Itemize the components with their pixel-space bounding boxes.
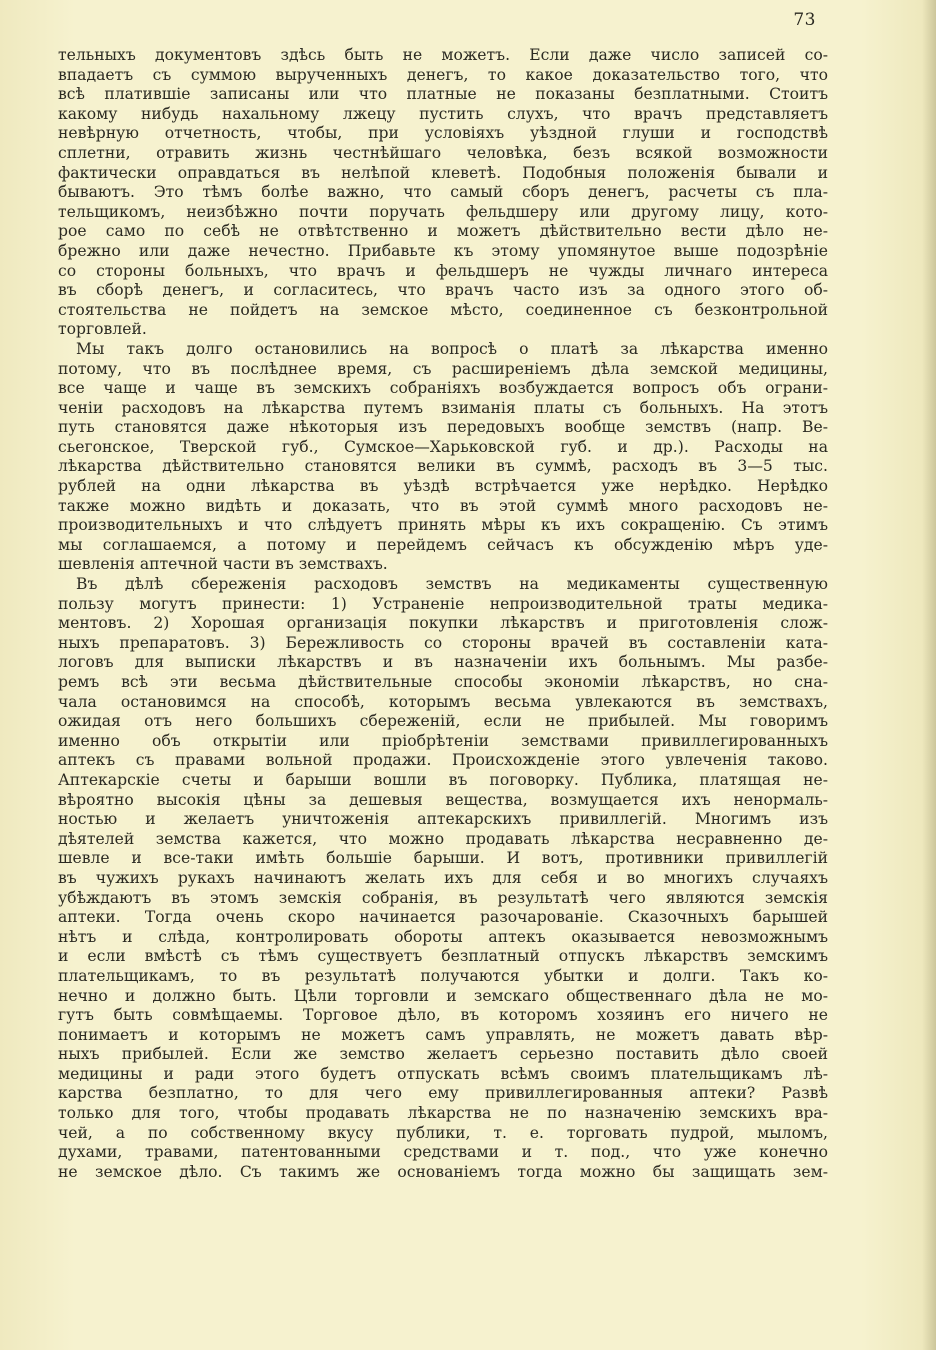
text-line: рублей на одни лѣкарства въ уѣздѣ встрѣчается уже нерѣдко. Нерѣдко	[58, 477, 828, 496]
text-line: вѣроятно высокія цѣны за дешевыя вещества, возмущается ихъ ненормаль-	[58, 790, 828, 809]
text-line: Въ дѣлѣ сбереженія расходовъ земствъ на медикаменты существенную	[76, 575, 828, 594]
text-line: всѣ платившіе записаны или что платные не показаны безплатными. Стоитъ	[58, 85, 828, 104]
text-line: и если вмѣстѣ съ тѣмъ существуетъ безплатный отпускъ лѣкарствъ земскимъ	[58, 947, 828, 966]
text-line: логовъ для выписки лѣкарствъ и въ назначеніи ихъ больнымъ. Мы разбе-	[58, 653, 828, 672]
text-line: только для того, чтобы продавать лѣкарства не по назначенію земскихъ вра-	[58, 1104, 828, 1123]
text-line: потому, что въ послѣднее время, съ расширеніемъ дѣла земской медицины,	[58, 359, 828, 378]
text-line: нечно и должно быть. Цѣли торговли и земскаго общественнаго дѣла не мо-	[58, 986, 828, 1005]
text-line: невѣрную отчетность, чтобы, при условіяхъ уѣздной глуши и господствѣ	[58, 124, 828, 143]
page-number: 73	[793, 10, 816, 30]
text-line: именно объ открытіи или пріобрѣтеніи земствами привиллегированныхъ	[58, 731, 828, 750]
text-line: медицины и ради этого будетъ отпускать всѣмъ своимъ плательщикамъ лѣ-	[58, 1064, 828, 1083]
text-line: дѣятелей земства кажется, что можно продавать лѣкарства несравненно де-	[58, 829, 828, 848]
text-line: фактически оправдаться въ нелѣпой клеветѣ. Подобныя положенія бывали и	[58, 163, 828, 182]
text-line: ремъ всѣ эти весьма дѣйствительные способы экономіи лѣкарствъ, но сна-	[58, 673, 828, 691]
text-line: рое само по себѣ не отвѣтственно и можетъ дѣйствительно вести дѣло не-	[58, 222, 828, 241]
text-line: въ сборѣ денегъ, и согласитесь, что врачъ часто изъ за одного этого об-	[58, 281, 828, 300]
text-line: аптекъ съ правами вольной продажи. Происхожденіе этого увлеченія таково.	[58, 751, 828, 770]
text-line: аптеки. Тогда очень скоро начинается разочарованіе. Сказочныхъ барышей	[58, 908, 828, 927]
text-line: карства безплатно, то для чего ему привиллегированныя аптеки? Развѣ	[58, 1084, 828, 1103]
text-line: въ чужихъ рукахъ начинаютъ желать ихъ для себя и во многихъ случаяхъ	[58, 868, 828, 887]
text-line: тельныхъ документовъ здѣсь быть не можетъ. Если даже число записей со-	[58, 46, 828, 64]
text-line: мы соглашаемся, а потому и перейдемъ сейчасъ къ обсужденію мѣръ уде-	[58, 535, 828, 554]
text-line: сьегонское, Тверской губ., Сумское—Харьковской губ. и др.). Расходы на	[58, 437, 828, 456]
text-line: бываютъ. Это тѣмъ болѣе важно, что самый сборъ денегъ, расчеты съ пла-	[58, 183, 828, 202]
text-line: Аптекарскіе счеты и барыши вошли въ поговорку. Публика, платящая не-	[58, 770, 828, 789]
text-line: пользу могутъ принести: 1) Устраненіе непроизводительной траты медика-	[58, 594, 828, 613]
text-line: брежно или даже нечестно. Прибавьте къ этому упомянутое выше подозрѣніе	[58, 241, 828, 260]
text-line: плательщикамъ, то въ результатѣ получаются убытки и долги. Такъ ко-	[58, 966, 828, 985]
text-line: со стороны больныхъ, что врачъ и фельдшеръ не чужды личнаго интереса	[58, 261, 828, 280]
page-edge-shadow	[922, 0, 936, 1350]
text-line: гутъ быть совмѣщаемы. Торговое дѣло, въ которомъ хозяинъ его ничего не	[58, 1006, 828, 1025]
text-line: ныхъ прибылей. Если же земство желаетъ серьезно поставить дѣло своей	[58, 1045, 828, 1064]
text-line: сплетни, отравить жизнь честнѣйшаго человѣка, безъ всякой возможности	[58, 143, 828, 162]
text-line: убѣждаютъ въ этомъ земскія собранія, въ результатѣ чего являются земскія	[58, 888, 828, 907]
text-line: чей, а по собственному вкусу публики, т. е. торговать пудрой, мыломъ,	[58, 1123, 828, 1142]
text-line: ментовъ. 2) Хорошая организація покупки лѣкарствъ и приготовленія слож-	[58, 614, 828, 633]
text-line: впадаетъ съ суммою вырученныхъ денегъ, то какое доказательство того, что	[58, 65, 828, 84]
body-text	[58, 46, 828, 1182]
text-line: все чаще и чаще въ земскихъ собраніяхъ возбуждается вопросъ объ ограни-	[58, 379, 828, 398]
text-line: также можно видѣть и доказать, что въ этой суммѣ много расходовъ не-	[58, 496, 828, 515]
text-line: стоятельства не пойдетъ на земское мѣсто, соединенное съ безконтрольной	[58, 300, 828, 319]
text-line: какому нибудь нахальному лжецу пустить слухъ, что врачъ представляетъ	[58, 104, 828, 123]
text-line: путь становятся даже нѣкоторыя изъ передовыхъ вообще земствъ (напр. Ве-	[58, 418, 828, 437]
text-line: чала остановимся на способѣ, которымъ весьма увлекаются въ земствахъ,	[58, 692, 828, 711]
text-line: ностью и желаетъ уничтоженія аптекарскихъ привиллегій. Многимъ изъ	[58, 810, 828, 829]
text-line: торговлей.	[58, 320, 147, 339]
text-line: не земское дѣло. Съ такимъ же основаніемъ тогда можно бы защищать зем-	[58, 1162, 828, 1181]
text-line: ченіи расходовъ на лѣкарства путемъ взиманія платы съ больныхъ. На этотъ	[58, 398, 828, 417]
text-line: Мы такъ долго остановились на вопросѣ о платѣ за лѣкарства именно	[76, 339, 828, 358]
text-line: нѣтъ и слѣда, контролировать обороты аптекъ оказывается невозможнымъ	[58, 927, 828, 946]
text-line: духами, травами, патентованными средствами и т. под., что уже конечно	[58, 1143, 828, 1162]
text-line: ожидая отъ него большихъ сбереженій, если не прибылей. Мы говоримъ	[58, 712, 828, 731]
text-line: понимаетъ и которымъ не можетъ самъ управлять, не можетъ давать вѣр-	[58, 1025, 828, 1044]
text-line: производительныхъ и что слѣдуетъ принять мѣры къ ихъ сокращенію. Съ этимъ	[58, 516, 828, 535]
text-line: тельщикомъ, неизбѣжно почти поручать фельдшеру или другому лицу, кото-	[58, 202, 828, 221]
text-line: ныхъ препаратовъ. 3) Бережливость со стороны врачей въ составленіи ката-	[58, 633, 828, 652]
text-line: шевле и все-таки имѣть большіе барыши. И вотъ, противники привиллегій	[58, 849, 828, 868]
text-line: шевленія аптечной части въ земствахъ.	[58, 555, 388, 574]
text-line: лѣкарства дѣйствительно становятся велики въ суммѣ, расходъ въ 3—5 тыс.	[58, 457, 828, 476]
